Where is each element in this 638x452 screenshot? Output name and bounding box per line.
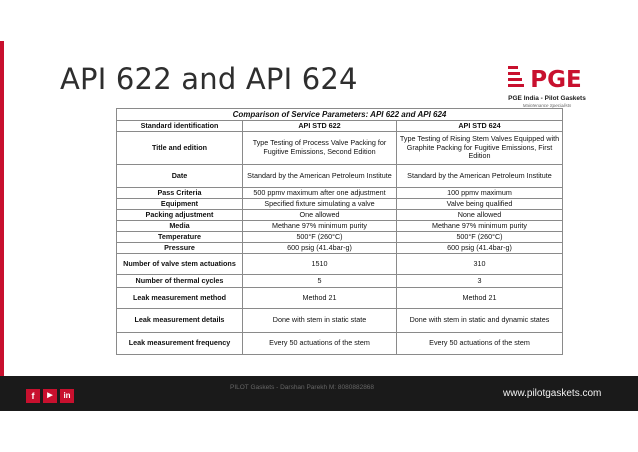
table-row [117,309,563,333]
api-624-value: Methane 97% minimum purity [397,221,563,232]
row-label: Temperature [117,232,243,243]
api-624-value: Done with stem in static and dynamic states [397,309,563,333]
api-622-value: 600 psig (41.4bar-g) [243,243,397,254]
api-624-value: 100 ppmv maximum [397,188,563,199]
api-624-value: 310 [397,254,563,275]
api-624-value: None allowed [397,210,563,221]
table-row [117,232,563,243]
website-link[interactable]: www.pilotgaskets.com [503,388,602,399]
logo-company-name: PGE India - Pilot Gaskets [508,95,586,102]
row-label: Media [117,221,243,232]
api-622-value: Methane 97% minimum purity [243,221,397,232]
table-row [117,221,563,232]
table-header-row [117,121,563,132]
row-label: Packing adjustment [117,210,243,221]
table-row [117,275,563,288]
api-624-value: Every 50 actuations of the stem [397,333,563,355]
api-624-value: Method 21 [397,288,563,309]
api-622-value: Method 21 [243,288,397,309]
comparison-table [116,108,563,355]
table-row [117,254,563,275]
api-622-value: Every 50 actuations of the stem [243,333,397,355]
logo-mark-text: PGE [530,67,582,93]
row-label: Title and edition [117,132,243,165]
logo-tagline: Maintenance Specialists [522,103,572,108]
table-row [117,165,563,188]
api-622-value: Specified fixture simulating a valve [243,199,397,210]
pge-logo-icon [506,63,588,93]
row-label: Pass Criteria [117,188,243,199]
table-row [117,333,563,355]
api-624-value: Type Testing of Rising Stem Valves Equipped with Graphite Packing for Fugitive Emissions, First Edition [397,132,563,165]
company-logo [506,63,588,109]
api-624-value: 600 psig (41.4bar-g) [397,243,563,254]
api-622-value: 500 ppmv maximum after one adjustment [243,188,397,199]
youtube-icon[interactable]: ▶ [43,389,57,403]
row-label: Leak measurement frequency [117,333,243,355]
table-caption: Comparison of Service Parameters: API 622 and API 624 [117,109,563,121]
table-row [117,132,563,165]
api-622-value: Standard by the American Petroleum Institute [243,165,397,188]
footer-credit: PILOT Gaskets - Darshan Parekh M: 8080882868 [230,384,375,391]
api-622-value: Type Testing of Process Valve Packing for Fugitive Emissions, Second Edition [243,132,397,165]
api-622-value: 5 [243,275,397,288]
accent-bar [0,41,4,411]
api-624-value: 3 [397,275,563,288]
header-api-622: API STD 622 [243,121,397,132]
api-622-value: 1510 [243,254,397,275]
api-624-value: Standard by the American Petroleum Institute [397,165,563,188]
header-api-624: API STD 624 [397,121,563,132]
row-label: Date [117,165,243,188]
api-624-value: 500°F (260°C) [397,232,563,243]
row-label: Number of valve stem actuations [117,254,243,275]
table-row [117,199,563,210]
api-622-value: One allowed [243,210,397,221]
row-label: Leak measurement details [117,309,243,333]
api-622-value: Done with stem in static state [243,309,397,333]
api-622-value: 500°F (260°C) [243,232,397,243]
row-label: Equipment [117,199,243,210]
slide-title: API 622 and API 624 [60,62,358,96]
row-label: Leak measurement method [117,288,243,309]
header-standard-identification: Standard identification [117,121,243,132]
table-row [117,188,563,199]
row-label: Number of thermal cycles [117,275,243,288]
table-row [117,210,563,221]
table-row [117,288,563,309]
api-624-value: Valve being qualified [397,199,563,210]
facebook-icon[interactable]: f [26,389,40,403]
linkedin-icon[interactable]: in [60,389,74,403]
row-label: Pressure [117,243,243,254]
social-links [26,389,74,403]
table-row [117,243,563,254]
